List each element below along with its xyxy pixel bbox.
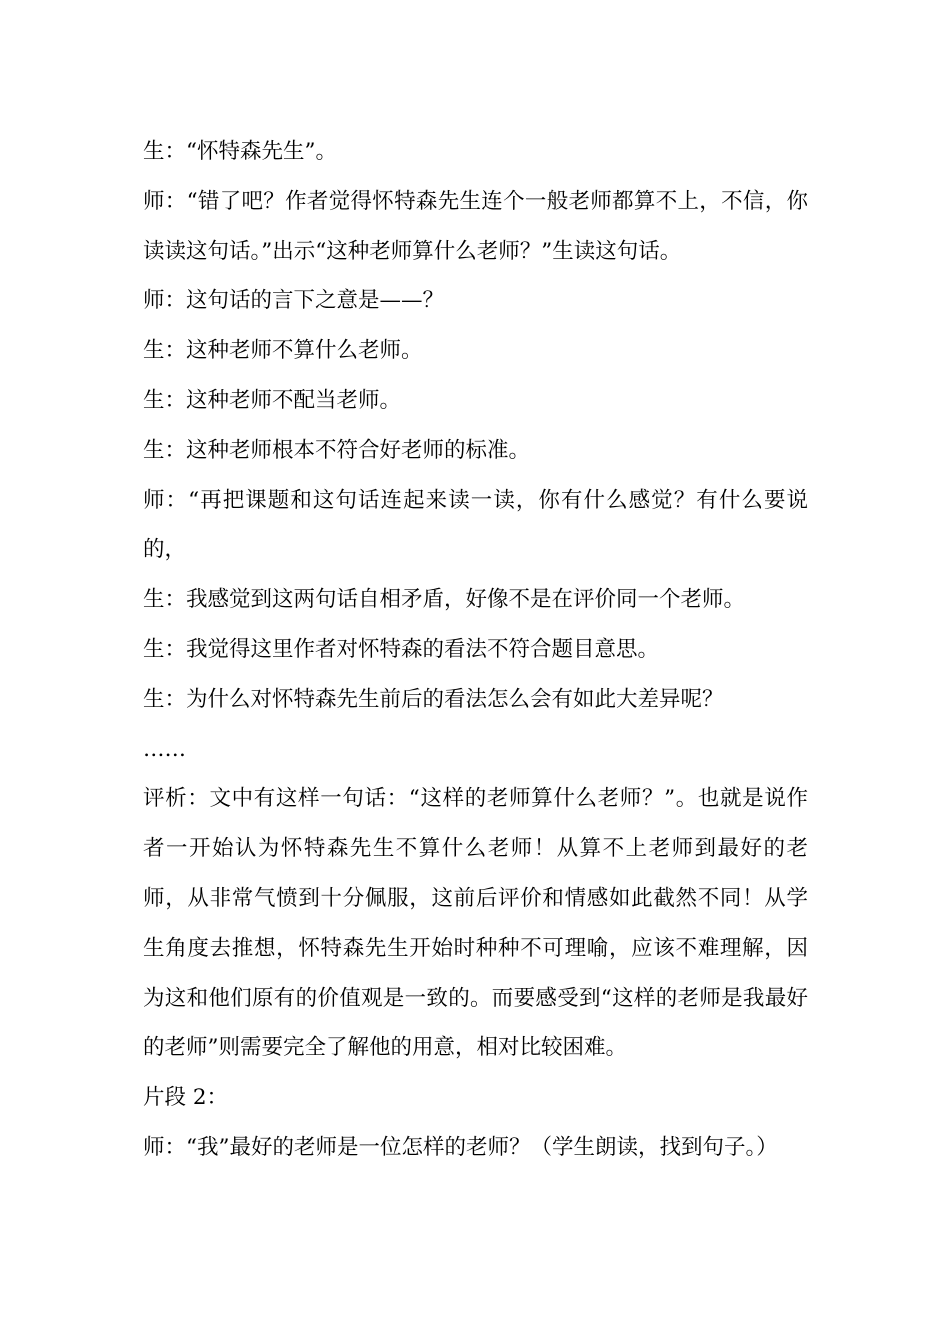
- paragraph: 师：这句话的言下之意是——？: [143, 288, 445, 314]
- paragraph: 生：这种老师根本不符合好老师的标准。: [143, 437, 531, 463]
- ellipsis-line: ……: [143, 736, 186, 762]
- paragraph: 生：我觉得这里作者对怀特森的看法不符合题目意思。: [143, 636, 660, 662]
- document-body: [143, 127, 808, 1173]
- paragraph: 师：“我”最好的老师是一位怎样的老师？（学生朗读，找到句子。）: [143, 1134, 778, 1160]
- paragraph: 生：我感觉到这两句话自相矛盾，好像不是在评价同一个老师。: [143, 587, 746, 613]
- paragraph: 生：为什么对怀特森先生前后的看法怎么会有如此大差异呢？: [143, 686, 724, 712]
- paragraph: 生：“怀特森先生”。: [143, 139, 337, 164]
- paragraph: 生：这种老师不配当老师。: [143, 387, 402, 413]
- paragraph: 评析：文中有这样一句话：“这样的老师算什么老师？”。也就是说作者一开始认为怀特森先生不算什么老师！从算不上老师到最好的老师，从非常气愤到十分佩服，这前后评价和情感如此截然不同！从学生角度去推想，怀特森先生开始时种种不可理喻，应该不难理解，因为这和他们原有的价值观是一致的。而要感受到“这样的老师是我最好的老师”则需要完全了解他的用意，相对比较困难。: [143, 786, 808, 1061]
- paragraph: 师：“再把课题和这句话连起来读一读，你有什么感觉？有什么要说的，: [143, 487, 808, 563]
- section-heading: 片段 2：: [143, 1085, 229, 1111]
- paragraph: 生：这种老师不算什么老师。: [143, 338, 423, 364]
- paragraph: 师：“错了吧？作者觉得怀特森先生连个一般老师都算不上，不信，你读读这句话。”出示“这种老师算什么老师？”生读这句话。: [143, 188, 808, 264]
